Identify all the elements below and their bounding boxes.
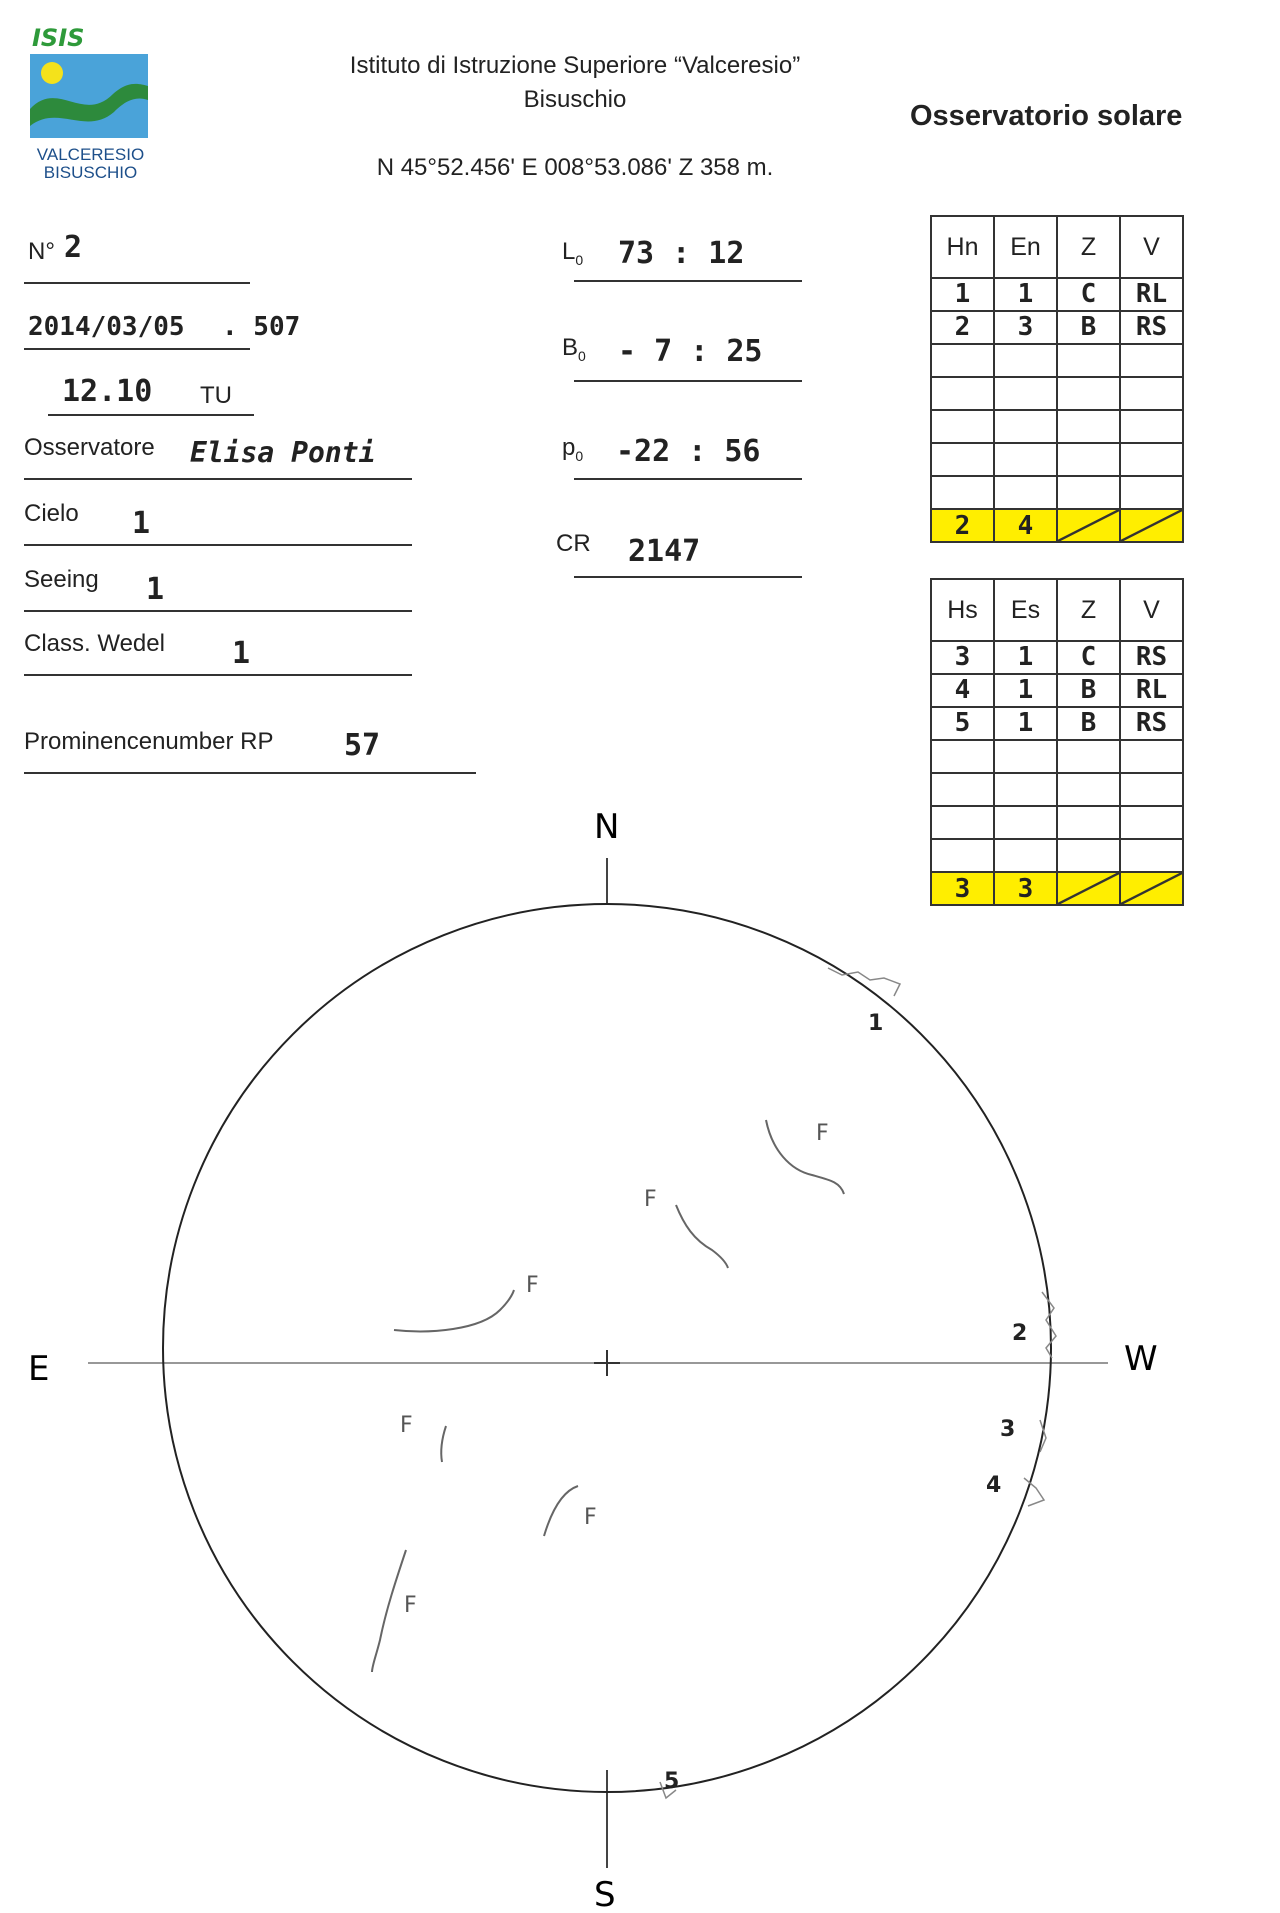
total-groups: 2 bbox=[931, 509, 994, 542]
filament-label: F bbox=[816, 1121, 829, 1146]
table-cell: RS bbox=[1120, 311, 1183, 344]
prominence-label: 3 bbox=[1000, 1417, 1016, 1442]
total-elements: 3 bbox=[994, 872, 1057, 905]
table-cell: 5 bbox=[931, 707, 994, 740]
p0-underline bbox=[574, 478, 802, 480]
l0-underline bbox=[574, 280, 802, 282]
west-label: W bbox=[1124, 1339, 1158, 1379]
observatory-coordinates: N 45°52.456' E 008°53.086' Z 358 m. bbox=[376, 154, 774, 181]
observer-value: Elisa Ponti bbox=[190, 436, 376, 469]
b0-value: - 7 : 25 bbox=[618, 334, 763, 369]
table-cell: RS bbox=[1120, 707, 1183, 740]
wedel-label: Class. Wedel bbox=[24, 630, 165, 657]
logo-brand: ISIS bbox=[32, 24, 85, 52]
p0-value: -22 : 56 bbox=[616, 434, 761, 469]
prominence-label: 5 bbox=[664, 1769, 680, 1794]
logo-line1: VALCERESIO bbox=[36, 145, 145, 164]
number-value: 2 bbox=[64, 230, 83, 265]
filament-sketch bbox=[394, 1290, 514, 1331]
table-row bbox=[931, 377, 1183, 410]
number-label: N° bbox=[28, 238, 55, 265]
l0-value: 73 : 12 bbox=[618, 236, 745, 271]
table-row bbox=[931, 740, 1183, 773]
filament-sketch bbox=[544, 1486, 578, 1536]
table-row bbox=[931, 641, 1183, 674]
table-cell: B bbox=[1057, 674, 1120, 707]
crossed-cell bbox=[1120, 509, 1183, 542]
wedel-underline bbox=[24, 674, 412, 676]
seeing-value: 1 bbox=[146, 572, 165, 607]
column-header: Hn bbox=[931, 216, 994, 278]
table-row bbox=[931, 443, 1183, 476]
sky-label: Cielo bbox=[24, 500, 79, 527]
column-header: Hs bbox=[931, 579, 994, 641]
observer-underline bbox=[24, 478, 412, 480]
filament-label: F bbox=[584, 1505, 597, 1530]
filament-sketch bbox=[766, 1120, 844, 1194]
p0-label: $p_0$ bbox=[562, 434, 584, 464]
table-cell: 4 bbox=[931, 674, 994, 707]
table-row bbox=[931, 410, 1183, 443]
seeing-underline bbox=[24, 610, 412, 612]
b0-label: $B_0$ bbox=[562, 334, 586, 364]
table-cell: 1 bbox=[994, 707, 1057, 740]
table-cell: 1 bbox=[994, 278, 1057, 311]
institute-town: Bisuschio bbox=[523, 86, 627, 113]
column-header: En bbox=[994, 216, 1057, 278]
cr-underline bbox=[574, 576, 802, 578]
table-row bbox=[931, 278, 1183, 311]
table-row bbox=[931, 674, 1183, 707]
cr-value: 2147 bbox=[628, 534, 701, 569]
prominence-label: 1 bbox=[868, 1011, 884, 1036]
table-cell: 1 bbox=[994, 674, 1057, 707]
table-row bbox=[931, 476, 1183, 509]
table-row bbox=[931, 311, 1183, 344]
north-label: N bbox=[594, 807, 620, 847]
table-cell: RS bbox=[1120, 641, 1183, 674]
solar-disk-outline bbox=[163, 904, 1051, 1792]
totals-row bbox=[931, 509, 1183, 542]
table-cell: 1 bbox=[931, 278, 994, 311]
table-cell: B bbox=[1057, 311, 1120, 344]
filament-sketch bbox=[372, 1550, 406, 1672]
filament-label: F bbox=[400, 1413, 413, 1438]
b0-underline bbox=[574, 380, 802, 382]
filament-label: F bbox=[404, 1593, 417, 1618]
prominence-sketch bbox=[1042, 1292, 1056, 1358]
time-underline bbox=[48, 414, 254, 416]
school-logo bbox=[28, 24, 153, 184]
solar-disk-drawing bbox=[0, 800, 1280, 1913]
column-header: Es bbox=[994, 579, 1057, 641]
number-underline bbox=[24, 282, 250, 284]
crossed-cell bbox=[1057, 509, 1120, 542]
l0-label: $L_0$ bbox=[562, 238, 584, 268]
prominence-label: 2 bbox=[1012, 1321, 1028, 1346]
east-label: E bbox=[28, 1349, 50, 1389]
prominence-label: 4 bbox=[986, 1473, 1002, 1498]
cr-label: CR bbox=[556, 530, 591, 557]
table-cell: 3 bbox=[931, 641, 994, 674]
column-header: Z bbox=[1057, 579, 1120, 641]
sky-underline bbox=[24, 544, 412, 546]
seeing-label: Seeing bbox=[24, 566, 99, 593]
wedel-value: 1 bbox=[232, 636, 251, 671]
table-cell: C bbox=[1057, 278, 1120, 311]
isis-logo-icon bbox=[28, 24, 153, 144]
date-value: 2014/03/05 bbox=[28, 312, 185, 342]
table-cell: B bbox=[1057, 707, 1120, 740]
prominence-value: 57 bbox=[344, 728, 381, 763]
north-groups-table bbox=[930, 215, 1184, 543]
total-elements: 4 bbox=[994, 509, 1057, 542]
prominence-label: Prominencenumber RP bbox=[24, 728, 274, 755]
date-suffix: . 507 bbox=[222, 312, 301, 342]
date-underline bbox=[24, 348, 250, 350]
table-row bbox=[931, 344, 1183, 377]
time-unit: TU bbox=[200, 382, 232, 409]
observer-label: Osservatore bbox=[24, 434, 155, 461]
prominence-sketch bbox=[828, 968, 900, 996]
table-cell: C bbox=[1057, 641, 1120, 674]
table-cell: 2 bbox=[931, 311, 994, 344]
institute-name: Istituto di Istruzione Superiore “Valceresio” bbox=[349, 52, 801, 79]
time-value: 12.10 bbox=[62, 374, 153, 409]
page-title: Osservatorio solare bbox=[910, 100, 1183, 132]
filament-sketch bbox=[441, 1426, 446, 1462]
table-cell: 1 bbox=[994, 641, 1057, 674]
column-header: Z bbox=[1057, 216, 1120, 278]
south-label: S bbox=[594, 1875, 616, 1913]
sky-value: 1 bbox=[132, 506, 151, 541]
table-cell: 3 bbox=[994, 311, 1057, 344]
column-header: V bbox=[1120, 579, 1183, 641]
filament-label: F bbox=[526, 1273, 539, 1298]
filament-label: F bbox=[644, 1187, 657, 1212]
prominence-underline bbox=[24, 772, 476, 774]
table-header-row bbox=[931, 579, 1183, 641]
column-header: V bbox=[1120, 216, 1183, 278]
filament-sketch bbox=[676, 1205, 728, 1268]
table-header-row bbox=[931, 216, 1183, 278]
table-cell: RL bbox=[1120, 674, 1183, 707]
table-row bbox=[931, 707, 1183, 740]
logo-line2: BISUSCHIO bbox=[43, 163, 138, 182]
total-groups: 3 bbox=[931, 872, 994, 905]
table-cell: RL bbox=[1120, 278, 1183, 311]
